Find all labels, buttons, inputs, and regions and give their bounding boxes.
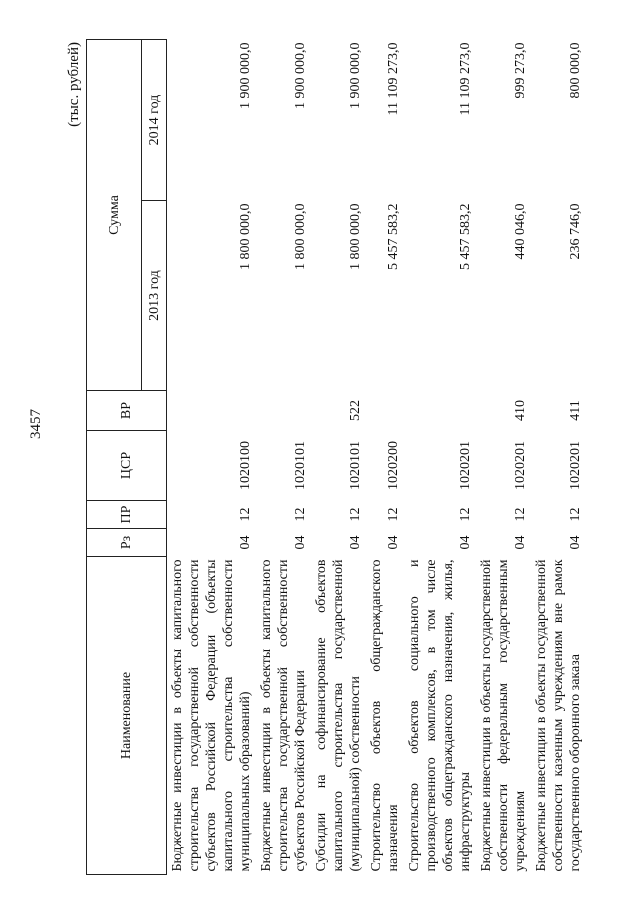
- row-pr: 12: [238, 507, 253, 522]
- row-sum-2013: 1 800 000,0: [348, 203, 363, 270]
- row-sum-2014: 11 109 273,0: [386, 42, 401, 116]
- header-rz: Рз: [87, 529, 167, 557]
- header-vr: ВР: [87, 391, 167, 431]
- row-rz: 04: [238, 535, 253, 550]
- table-row: [167, 40, 257, 875]
- row-csr: 1020101: [293, 441, 308, 490]
- table-header-row: [87, 40, 142, 875]
- row-name: Бюджетные инвестиции в объекты капитального строительства государственной собственности субъектов Российской Федерации (объекты капитального строительства собственности муниципальных образований): [170, 559, 253, 872]
- row-rz: 04: [458, 535, 473, 550]
- budget-table: [86, 39, 586, 875]
- row-sum-2014: 999 273,0: [513, 42, 528, 99]
- row-rz: 04: [568, 535, 583, 550]
- table-row: [404, 40, 476, 875]
- row-vr: [256, 391, 311, 431]
- row-csr: 1020201: [513, 441, 528, 490]
- row-name: Строительство объектов общегражданского назначения: [369, 559, 401, 872]
- header-name: Наименование: [87, 557, 167, 875]
- row-sum-2014: 1 900 000,0: [293, 42, 308, 109]
- table-row: [256, 40, 311, 875]
- row-vr: 522: [348, 400, 363, 421]
- header-year-2014: 2014 год: [142, 40, 167, 201]
- header-year-2013: 2013 год: [142, 201, 167, 391]
- row-sum-2013: 5 457 583,2: [386, 203, 401, 270]
- row-pr: 12: [293, 507, 308, 522]
- row-rz: 04: [513, 535, 528, 550]
- header-sum: Сумма: [87, 40, 142, 391]
- row-sum-2013: 236 746,0: [568, 203, 583, 260]
- row-sum-2014: 1 900 000,0: [238, 42, 253, 109]
- header-csr: ЦСР: [87, 431, 167, 501]
- row-pr: 12: [458, 507, 473, 522]
- row-sum-2013: 1 800 000,0: [238, 203, 253, 270]
- row-vr: [366, 391, 404, 431]
- row-rz: 04: [386, 535, 401, 550]
- row-sum-2013: 440 046,0: [513, 203, 528, 260]
- row-csr: 1020200: [386, 441, 401, 490]
- row-csr: 1020101: [348, 441, 363, 490]
- header-pr: ПР: [87, 501, 167, 529]
- row-rz: 04: [293, 535, 308, 550]
- row-name: Субсидии на софинансирование объектов капитального строительства государственной (муниципальной) собственности: [314, 559, 363, 872]
- row-vr: 411: [568, 400, 583, 421]
- row-sum-2014: 11 109 273,0: [458, 42, 473, 116]
- row-rz: 04: [348, 535, 363, 550]
- row-pr: 12: [513, 507, 528, 522]
- row-csr: 1020201: [458, 441, 473, 490]
- row-pr: 12: [386, 507, 401, 522]
- table-row: [366, 40, 404, 875]
- row-name: Бюджетные инвестиции в объекты капитального строительства государственной собственности субъектов Российской Федерации: [259, 559, 308, 872]
- row-name: Бюджетные инвестиции в объекты государственной собственности федеральным государственным учреждениям: [479, 559, 528, 872]
- row-pr: 12: [348, 507, 363, 522]
- table-row: [311, 40, 366, 875]
- row-csr: 1020100: [238, 441, 253, 490]
- row-sum-2014: 800 000,0: [568, 42, 583, 99]
- row-sum-2013: 5 457 583,2: [458, 203, 473, 270]
- page-number: 3457: [28, 409, 44, 439]
- table-row: [531, 40, 586, 875]
- row-vr: 410: [513, 400, 528, 421]
- row-csr: 1020201: [568, 441, 583, 490]
- row-pr: 12: [568, 507, 583, 522]
- units-note: (тыс. рублей): [66, 42, 82, 127]
- document-sheet: [66, 40, 583, 875]
- row-sum-2013: 1 800 000,0: [293, 203, 308, 270]
- row-vr: [404, 391, 476, 431]
- row-vr: [167, 391, 257, 431]
- row-sum-2014: 1 900 000,0: [348, 42, 363, 109]
- row-name: Строительство объектов социального и производственного комплексов, в том числе объектов общегражданского назначения, жилья, инфраструктуры: [407, 559, 473, 872]
- row-name: Бюджетные инвестиции в объекты государственной собственности казенным учреждениям вне рамок государственного оборонного заказа: [534, 559, 583, 872]
- table-row: [476, 40, 531, 875]
